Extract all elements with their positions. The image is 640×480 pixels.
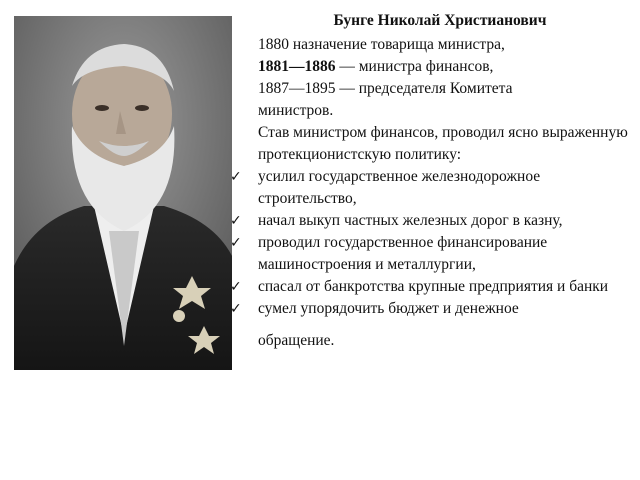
list-item bbox=[230, 276, 630, 298]
checkmark-icon: ✓ bbox=[230, 169, 242, 185]
checkmark-icon: ✓ bbox=[230, 279, 242, 295]
list-item-text: сумел упорядочить бюджет и денежное bbox=[258, 300, 519, 317]
career-line-2 bbox=[230, 56, 630, 78]
career-line-3-text: 1887—1895 — председателя Комитета bbox=[258, 80, 513, 97]
checkmark-icon: ✓ bbox=[230, 235, 242, 251]
checkmark-icon: ✓ bbox=[230, 213, 242, 229]
career-line-4-text: министров. bbox=[258, 102, 334, 119]
career-line-2-years: 1881—1886 bbox=[258, 58, 336, 75]
list-item-text: усилил государственное железнодорожное строительство, bbox=[258, 168, 541, 207]
policy-list bbox=[230, 166, 630, 356]
list-item bbox=[230, 166, 630, 210]
page-title: Бунге Николай Христианович bbox=[333, 12, 547, 29]
career-line-3 bbox=[230, 78, 630, 100]
checkmark-icon: ✓ bbox=[230, 301, 242, 317]
list-item-text-continued: обращение. bbox=[258, 332, 335, 349]
biography-text bbox=[230, 10, 630, 356]
career-line-4 bbox=[230, 100, 630, 122]
list-item bbox=[230, 210, 630, 232]
list-item bbox=[230, 298, 630, 356]
career-line-2-rest: — министра финансов, bbox=[335, 58, 494, 75]
policy-intro: Став министром финансов, проводил ясно выраженную протекционистскую политику: bbox=[258, 124, 628, 163]
portrait-photo bbox=[14, 16, 232, 370]
list-item-text: спасал от банкротства крупные предприятия и банки bbox=[258, 278, 609, 295]
career-line-1-rest: назначение товарища министра, bbox=[289, 36, 505, 53]
list-item-text: начал выкуп частных железных дорог в казну, bbox=[258, 212, 563, 229]
list-item-text: проводил государственное финансирование машиностроения и металлургии, bbox=[258, 234, 548, 273]
portrait-illustration bbox=[14, 16, 232, 370]
list-item bbox=[230, 232, 630, 276]
career-line-1 bbox=[230, 34, 630, 56]
career-line-1-text: 1880 bbox=[258, 36, 289, 53]
